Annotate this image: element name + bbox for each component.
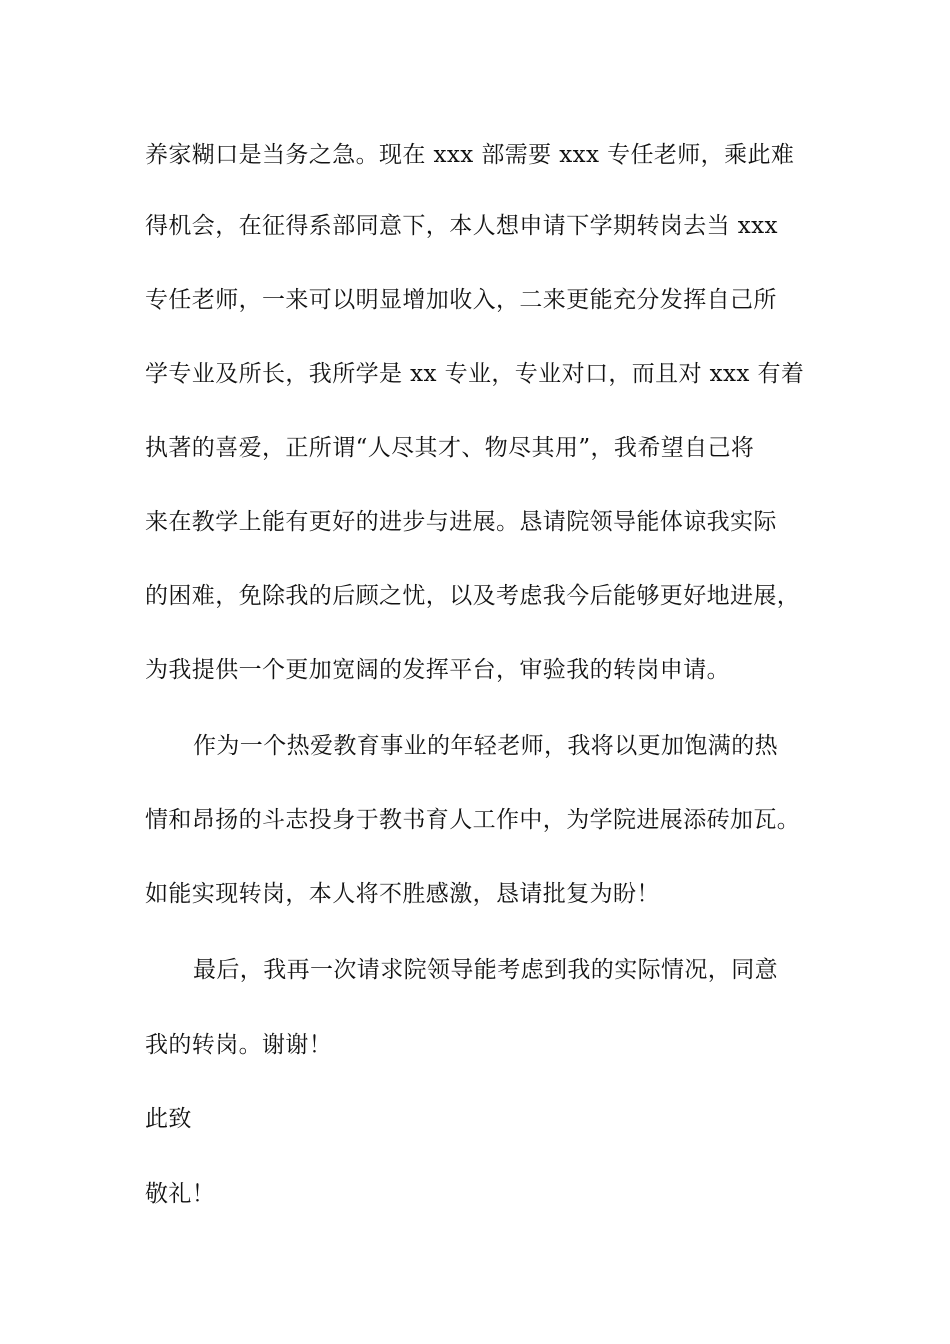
paragraph-first-line: 作为一个热爱教育事业的年轻老师，我将以更加饱满的热 — [193, 733, 778, 759]
paragraph-line: 如能实现转岗，本人将不胜感激，恳请批复为盼！ — [145, 881, 660, 907]
paragraph-line: 情和昂扬的斗志投身于教书育人工作中，为学院进展添砖加瓦。 — [145, 807, 801, 833]
paragraph-line: 我的转岗。谢谢！ — [145, 1032, 333, 1058]
paragraph-line: 养家糊口是当务之急。现在 xxx 部需要 xxx 专任老师，乘此难 — [145, 142, 795, 168]
paragraph-line: 得机会，在征得系部同意下，本人想申请下学期转岗去当 xxx — [145, 213, 778, 239]
paragraph-line: 学专业及所长，我所学是 xx 专业，专业对口，而且对 xxx 有着 — [145, 361, 805, 387]
paragraph-line: 来在教学上能有更好的进步与进展。恳请院领导能体谅我实际 — [145, 509, 777, 535]
paragraph-line: 专任老师，一来可以明显增加收入，二来更能充分发挥自己所 — [145, 287, 777, 313]
closing-line: 此致 — [145, 1106, 192, 1132]
paragraph-line: 为我提供一个更加宽阔的发挥平台，审验我的转岗申请。 — [145, 657, 730, 683]
salutation-line: 敬礼！ — [145, 1181, 216, 1207]
paragraph-first-line: 最后，我再一次请求院领导能考虑到我的实际情况，同意 — [193, 957, 778, 983]
paragraph-line: 的困难，免除我的后顾之忧，以及考虑我今后能够更好地进展， — [145, 583, 801, 609]
paragraph-line: 执著的喜爱，正所谓“人尽其才、物尽其用”，我希望自己将 — [145, 435, 755, 461]
